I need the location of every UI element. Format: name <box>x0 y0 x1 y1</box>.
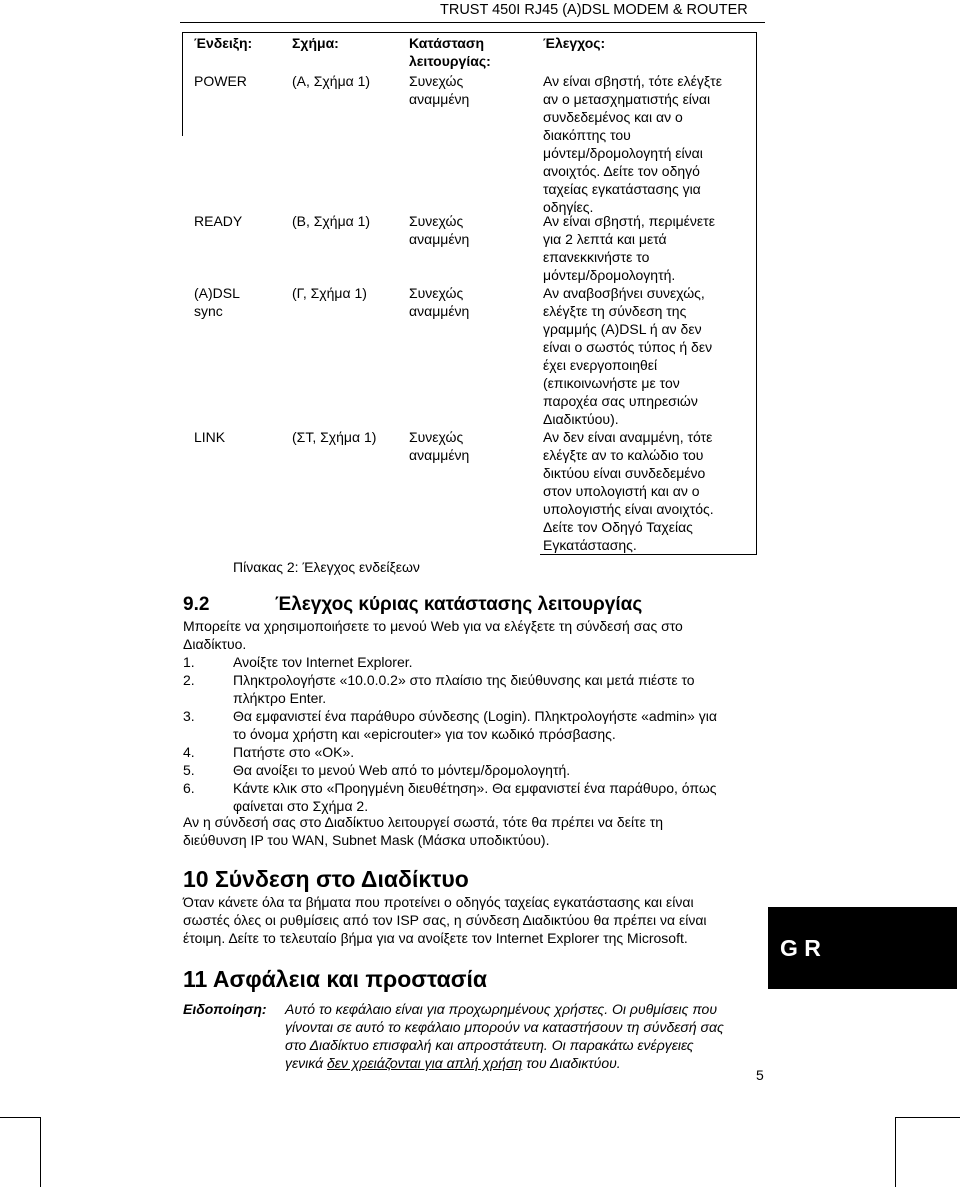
table-top-border <box>182 32 757 33</box>
table-caption: Πίνακας 2: Έλεγχος ενδείξεων <box>233 559 420 575</box>
language-tab: G R <box>768 907 957 989</box>
col-header-indicator: Ένδειξη: <box>194 35 253 51</box>
header-rule <box>180 22 765 23</box>
document-header-title: TRUST 450I RJ45 (A)DSL MODEM & ROUTER <box>440 2 748 18</box>
crop-mark <box>895 1117 896 1187</box>
section-9-2-intro-line: Διαδίκτυο. <box>183 636 247 652</box>
step-text: πλήκτρο Enter. <box>233 690 327 706</box>
col-header-figure: Σχήμα: <box>292 35 339 51</box>
col-header-status-cont: λειτουργίας: <box>409 53 491 69</box>
step-text: Κάντε κλικ στο «Προηγμένη διευθέτηση». Θα εμφανιστεί ένα παράθυρο, όπως <box>233 780 717 796</box>
step-number: 5. <box>183 762 195 778</box>
crop-mark <box>0 1117 40 1118</box>
notice-line: γίνονται σε αυτό το κεφάλαιο μπορούν να καταστήσουν τη σύνδεσή σας <box>285 1019 724 1035</box>
row-ready-status-cont: αναμμένη <box>409 231 470 247</box>
row-adsl-indicator-cont: sync <box>194 303 223 319</box>
section-9-2-intro-line: Μπορείτε να χρησιμοποιήσετε το μενού Web για να ελέγξετε τη σύνδεσή σας στο <box>183 618 683 634</box>
step-number: 3. <box>183 708 195 724</box>
step-text: φαίνεται στο Σχήμα 2. <box>233 798 369 814</box>
row-adsl-status-cont: αναμμένη <box>409 303 470 319</box>
row-adsl-indicator: (A)DSL <box>194 285 240 301</box>
section-11-title: 11 Ασφάλεια και προστασία <box>183 966 488 992</box>
section-10-line: σωστές όλες οι ρυθμίσεις από τον ISP σας, η σύνδεση Διαδικτύου θα πρέπει να είναι <box>183 912 707 928</box>
row-power-figure: (Α, Σχήμα 1) <box>292 73 371 89</box>
section-10-line: έτοιμη. Δείτε το τελευταίο βήμα για να ανοίξετε τον Internet Explorer της Microsoft. <box>183 930 688 946</box>
section-10-line: Όταν κάνετε όλα τα βήματα που προτείνει ο οδηγός ταχείας εγκατάστασης και είναι <box>183 894 694 910</box>
crop-mark <box>895 1117 960 1118</box>
section-9-2-outro-line: Αν η σύνδεσή σας στο Διαδίκτυο λειτουργεί σωστά, τότε θα πρέπει να δείτε τη <box>183 814 664 830</box>
notice-line: γενικά δεν χρειάζονται για απλή χρήση του Διαδικτύου. <box>285 1055 621 1071</box>
table-right-border <box>756 32 757 554</box>
row-ready-figure: (Β, Σχήμα 1) <box>292 213 371 229</box>
col-header-status: Κατάσταση <box>409 35 485 51</box>
step-text: Πατήστε στο «OK». <box>233 744 355 760</box>
section-10-title: 10 Σύνδεση στο Διαδίκτυο <box>183 866 469 892</box>
step-number: 4. <box>183 744 195 760</box>
notice-underlined: δεν χρειάζονται για απλή χρήση <box>326 1055 523 1071</box>
step-text: Πληκτρολογήστε «10.0.0.2» στο πλαίσιο της διεύθυνσης και μετά πιέστε το <box>233 672 695 688</box>
step-text: Θα εμφανιστεί ένα παράθυρο σύνδεσης (Login). Πληκτρολογήστε «admin» για <box>233 708 717 724</box>
row-link-status-cont: αναμμένη <box>409 447 470 463</box>
step-number: 2. <box>183 672 195 688</box>
table-left-border <box>182 32 183 136</box>
row-link-indicator: LINK <box>194 429 226 445</box>
col-header-check: Έλεγχος: <box>543 35 606 51</box>
row-link-status: Συνεχώς <box>409 429 464 445</box>
row-adsl-status: Συνεχώς <box>409 285 464 301</box>
row-ready-status: Συνεχώς <box>409 213 464 229</box>
page-number: 5 <box>756 1067 764 1083</box>
row-power-indicator: POWER <box>194 73 247 89</box>
step-text: Θα ανοίξει το μενού Web από το μόντεμ/δρομολογητή. <box>233 762 571 778</box>
row-adsl-figure: (Γ, Σχήμα 1) <box>292 285 367 301</box>
section-9-2-title: Έλεγχος κύριας κατάστασης λειτουργίας <box>275 594 643 615</box>
row-power-status: Συνεχώς <box>409 73 464 89</box>
notice-line: στο Διαδίκτυο επισφαλή και απροστάτευτη. Οι παρακάτω ενέργειες <box>285 1037 694 1053</box>
row-link-check: Αν δεν είναι αναμμένη, τότε ελέγξτε αν το καλώδιο του δικτύου είναι συνδεδεμένο στον υπολογιστή και αν ο υπολογιστής είναι ανοιχτός. Δείτε τον Οδηγό Ταχείας Εγκατάστασης. <box>543 429 714 553</box>
row-adsl-check: Αν αναβοσβήνει συνεχώς, ελέγξτε τη σύνδεση της γραμμής (A)DSL ή αν δεν είναι ο σωστός τύπος ή δεν έχει ενεργοποιηθεί (επικοινωνήστε με τον παροχέα σας υπηρεσιών Διαδικτύου). <box>543 285 713 427</box>
notice-line: Αυτό το κεφάλαιο είναι για προχωρημένους χρήστες. Οι ρυθμίσεις που <box>285 1001 718 1017</box>
row-power-check: Αν είναι σβηστή, τότε ελέγξτε αν ο μετασχηματιστής είναι συνδεδεμένος και αν ο διακόπτης του μόντεμ/δρομολογητή είναι ανοιχτός. Δείτε τον οδηγό ταχείας εγκατάστασης για οδηγίες. <box>543 73 722 215</box>
table-bottom-border <box>540 554 757 555</box>
crop-mark <box>40 1117 41 1187</box>
step-number: 6. <box>183 780 195 796</box>
step-number: 1. <box>183 654 195 670</box>
row-power-status-cont: αναμμένη <box>409 91 470 107</box>
section-9-2-number: 9.2 <box>183 594 210 615</box>
step-text: το όνομα χρήστη και «epicrouter» για τον κωδικό πρόσβασης. <box>233 726 616 742</box>
notice-label: Ειδοποίηση: <box>183 1001 267 1017</box>
row-ready-check: Αν είναι σβηστή, περιμένετε για 2 λεπτά και μετά επανεκκινήστε το μόντεμ/δρομολογητή. <box>543 213 715 283</box>
row-ready-indicator: READY <box>194 213 243 229</box>
section-9-2-outro-line: διεύθυνση IP του WAN, Subnet Mask (Μάσκα υποδικτύου). <box>183 832 550 848</box>
row-link-figure: (ΣΤ, Σχήμα 1) <box>292 429 377 445</box>
step-text: Ανοίξτε τον Internet Explorer. <box>233 654 413 670</box>
